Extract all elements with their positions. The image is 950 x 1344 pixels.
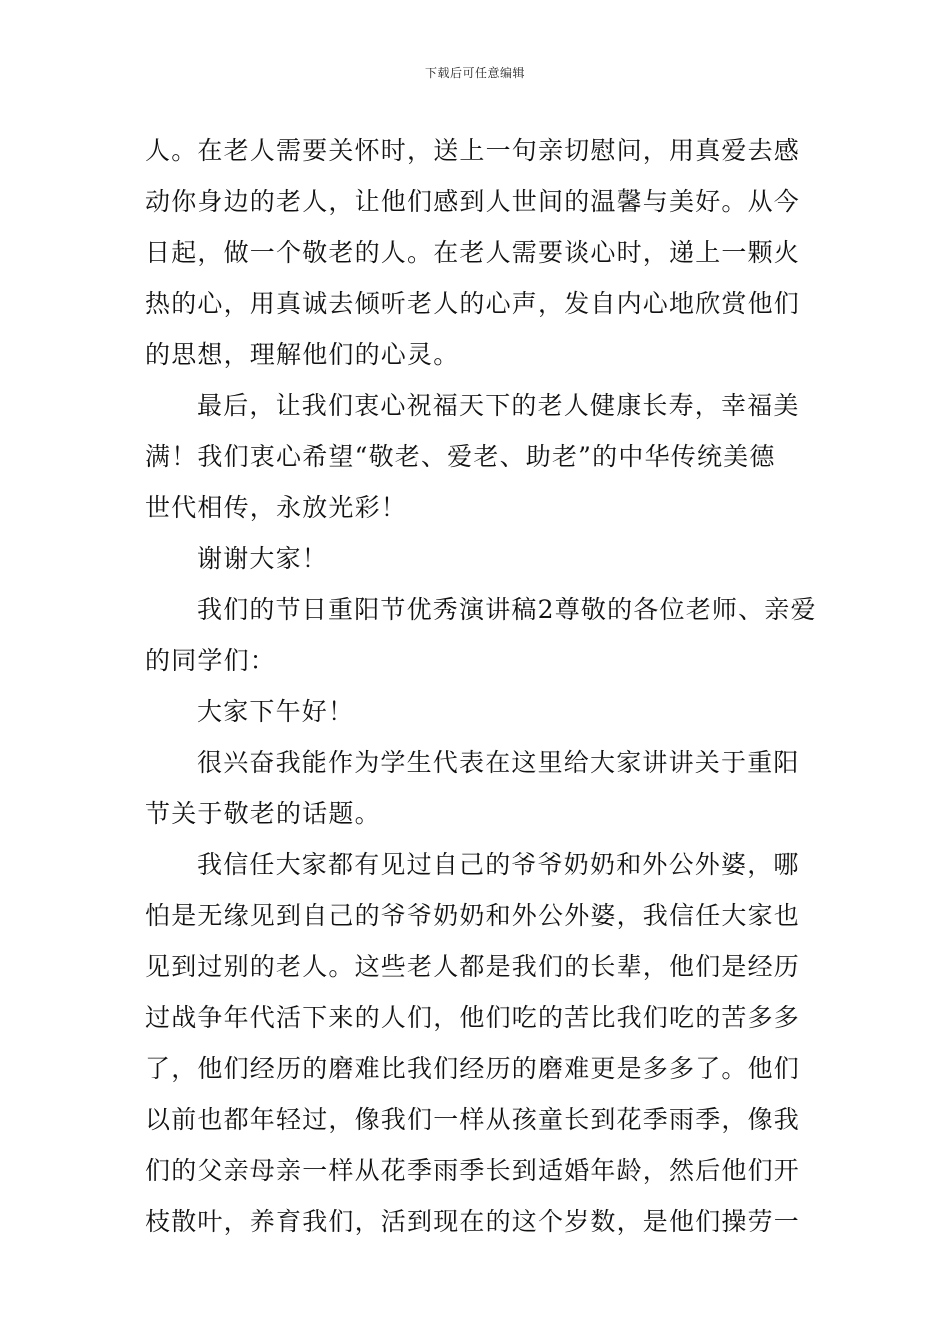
text-line: 的思想，理解他们的心灵。 bbox=[145, 340, 460, 369]
text-line: 动你身边的老人，让他们感到人世间的温馨与美好。从今 bbox=[145, 187, 801, 216]
text-line: 节关于敬老的话题。 bbox=[145, 799, 381, 828]
text-line: 以前也都年轻过，像我们一样从孩童长到花季雨季，像我 bbox=[145, 1105, 801, 1134]
text-line: 很兴奋我能作为学生代表在这里给大家讲讲关于重阳 bbox=[197, 748, 800, 777]
text-line: 热的心，用真诚去倾听老人的心声，发自内心地欣赏他们 bbox=[145, 289, 801, 318]
text-line: 最后，让我们衷心祝福天下的老人健康长寿，幸福美 bbox=[197, 391, 800, 420]
text-line: 大家下午好！ bbox=[197, 697, 355, 726]
text-line: 过战争年代活下来的人们，他们吃的苦比我们吃的苦多多 bbox=[145, 1003, 801, 1032]
page-header: 下载后可任意编辑 bbox=[424, 66, 525, 80]
text-line: 我们的节日重阳节优秀演讲稿2尊敬的各位老师、亲爱 bbox=[197, 595, 817, 624]
text-line: 世代相传，永放光彩！ bbox=[145, 493, 408, 522]
text-line: 我信任大家都有见过自己的爷爷奶奶和外公外婆，哪 bbox=[197, 850, 800, 879]
text-line: 谢谢大家！ bbox=[197, 544, 329, 573]
text-line: 见到过别的老人。这些老人都是我们的长辈，他们是经历 bbox=[145, 952, 801, 981]
text-line: 枝散叶，养育我们，活到现在的这个岁数，是他们操劳一 bbox=[145, 1207, 801, 1236]
text-line: 人。在老人需要关怀时，送上一句亲切慰问，用真爱去感 bbox=[145, 136, 801, 165]
text-line: 了，他们经历的磨难比我们经历的磨难更是多多了。他们 bbox=[145, 1054, 801, 1083]
body-text bbox=[145, 125, 817, 1247]
text-line: 怕是无缘见到自己的爷爷奶奶和外公外婆，我信任大家也 bbox=[145, 901, 801, 930]
text-line: 的同学们： bbox=[145, 646, 277, 675]
text-line: 们的父亲母亲一样从花季雨季长到适婚年龄，然后他们开 bbox=[145, 1156, 801, 1185]
text-line: 满！我们衷心希望“敬老、爱老、助老”的中华传统美德 bbox=[145, 442, 776, 471]
text-line: 日起，做一个敬老的人。在老人需要谈心时，递上一颗火 bbox=[145, 238, 801, 267]
